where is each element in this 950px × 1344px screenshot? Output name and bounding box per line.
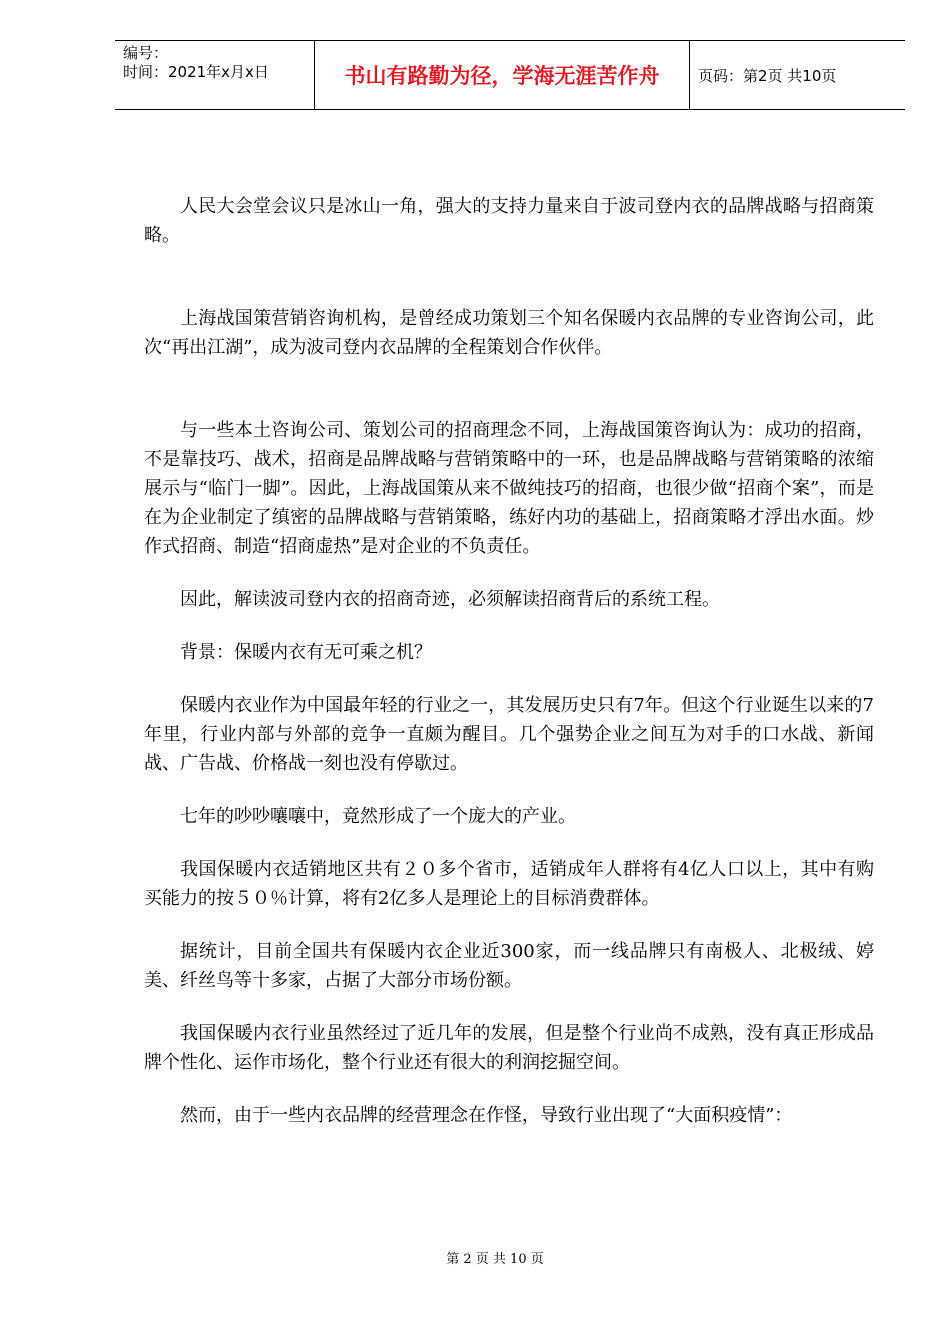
time-label: 时间：2021年x月x日 bbox=[123, 63, 269, 81]
paragraph-9: 据统计，目前全国共有保暖内衣企业近300家，而一线品牌只有南极人、北极绒、婷美、纤丝鸟等十多家，占据了大部分市场份额。 bbox=[144, 941, 874, 991]
paragraph-4: 因此，解读波司登内衣的招商奇迹，必须解读招商背后的系统工程。 bbox=[180, 589, 720, 610]
paragraph-6: 保暖内衣业作为中国最年轻的行业之一，其发展历史只有7年。但这个行业诞生以来的7年里，行业内部与外部的竞争一直颇为醒目。几个强势企业之间互为对手的口水战、新闻战、广告战、价格战一刻也没有停歇过。 bbox=[144, 695, 874, 774]
header-motto: 书山有路勤为径，学海无涯苦作舟 bbox=[315, 41, 690, 109]
paragraph-5: 背景：保暖内衣有无可乘之机？ bbox=[180, 642, 432, 663]
paragraph-7: 七年的吵吵嚷嚷中，竟然形成了一个庞大的产业。 bbox=[180, 806, 576, 827]
code-label: 编号： bbox=[123, 44, 169, 62]
paragraph-8: 我国保暖内衣适销地区共有２０多个省市，适销成年人群将有4亿人口以上，其中有购买能力的按５０％计算，将有2亿多人是理论上的目标消费群体。 bbox=[144, 859, 874, 909]
paragraph-11: 然而，由于一些内衣品牌的经营理念在作怪，导致行业出现了“大面积疫情”： bbox=[180, 1105, 793, 1126]
document-body bbox=[144, 192, 874, 1130]
page-footer: 第 2 页 共 10 页 bbox=[446, 1252, 544, 1267]
header-page-info: 页码：第2页 共10页 bbox=[698, 66, 837, 85]
paragraph-10: 我国保暖内衣行业虽然经过了近几年的发展，但是整个行业尚不成熟，没有真正形成品牌个性化、运作市场化，整个行业还有很大的利润挖掘空间。 bbox=[144, 1023, 874, 1073]
header-meta bbox=[115, 41, 315, 109]
paragraph-3: 与一些本土咨询公司、策划公司的招商理念不同，上海战国策咨询认为：成功的招商，不是靠技巧、战术，招商是品牌战略与营销策略中的一环，也是品牌战略与营销策略的浓缩展示与“临门一脚”。因此，上海战国策从来不做纯技巧的招商，也很少做“招商个案”，而是在为企业制定了缜密的品牌战略与营销策略，练好内功的基础上，招商策略才浮出水面。炒作式招商、制造“招商虚热”是对企业的不负责任。 bbox=[144, 420, 874, 557]
page-header bbox=[115, 40, 905, 110]
paragraph-1: 人民大会堂会议只是冰山一角，强大的支持力量来自于波司登内衣的品牌战略与招商策略。 bbox=[144, 196, 874, 246]
paragraph-2: 上海战国策营销咨询机构，是曾经成功策划三个知名保暖内衣品牌的专业咨询公司，此次“再出江湖”，成为波司登内衣品牌的全程策划合作伙伴。 bbox=[144, 308, 874, 358]
